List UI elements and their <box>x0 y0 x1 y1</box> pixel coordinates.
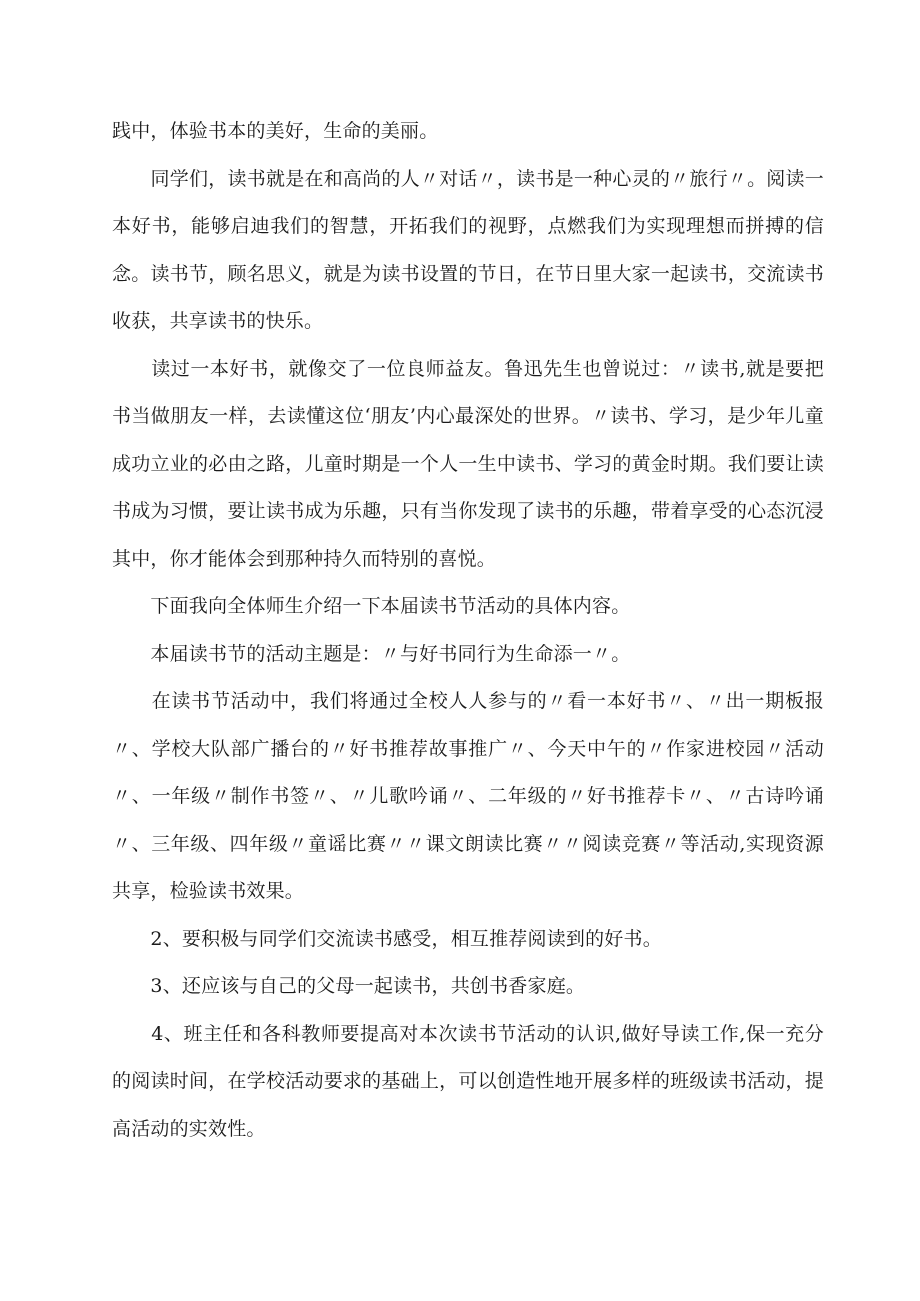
paragraph: 4、班主任和各科教师要提高对本次读书节活动的认识,做好导读工作,保一充分的阅读时间，在学校活动要求的基础上，可以创造性地开展多样的班级读书活动，提高活动的实效性。 <box>112 1022 824 1140</box>
document-body <box>112 108 824 1153</box>
paragraph: 同学们，读书就是在和高尚的人〃对话〃，读书是一种心灵的〃旅行〃。阅读一本好书，能够启迪我们的智慧，开拓我们的视野，点燃我们为实现理想而拼搏的信念。读书节，顾名思义，就是为读书设置的节日，在节日里大家一起读书，交流读书收获，共享读书的快乐。 <box>112 167 824 332</box>
paragraph: 在读书节活动中，我们将通过全校人人参与的〃看一本好书〃、〃出一期板报〃、学校大队部广播台的〃好书推荐故事推广〃、今天中午的〃作家进校园〃活动〃、一年级〃制作书签〃、〃儿歌吟诵〃、二年级的〃好书推荐卡〃、〃古诗吟诵〃、三年级、四年级〃童谣比赛〃〃课文朗读比赛〃〃阅读竞赛〃等活动,实现资源共享，检验读书效果。 <box>112 690 824 902</box>
paragraph: 2、要积极与同学们交流读书感受，相互推荐阅读到的好书。 <box>112 927 662 950</box>
paragraph: 本届读书节的活动主题是：〃与好书同行为生命添一〃。 <box>112 642 631 665</box>
paragraph: 下面我向全体师生介绍一下本届读书节活动的具体内容。 <box>112 595 631 617</box>
paragraph: 践中，体验书本的美好，生命的美丽。 <box>112 120 439 142</box>
paragraph: 3、还应该与自己的父母一起读书，共创书香家庭。 <box>112 975 586 997</box>
paragraph: 读过一本好书，就像交了一位良师益友。鲁迅先生也曾说过：〃读书,就是要把书当做朋友一样，去读懂这位‘朋友’内心最深处的世界。〃读书、学习，是少年儿童成功立业的必由之路，儿童时期是一个人一生中读书、学习的黄金时期。我们要让读书成为习惯，要让读书成为乐趣，只有当你发现了读书的乐趣，带着享受的心态沉浸其中，你才能体会到那种持久而特别的喜悦。 <box>112 357 824 570</box>
